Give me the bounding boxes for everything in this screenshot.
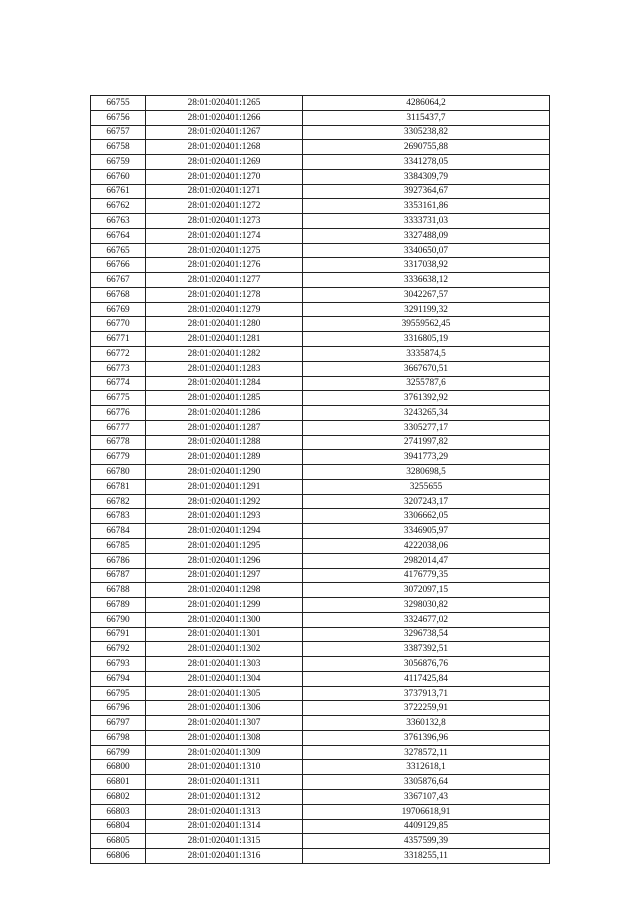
row-number-cell: 66786 — [91, 553, 146, 568]
row-number-cell: 66799 — [91, 745, 146, 760]
cadastral-number-cell: 28:01:020401:1285 — [146, 391, 303, 406]
row-number-cell: 66759 — [91, 155, 146, 170]
value-cell: 3346905,97 — [303, 524, 550, 539]
cadastral-number-cell: 28:01:020401:1288 — [146, 435, 303, 450]
table-row — [91, 701, 550, 716]
value-cell: 4286064,2 — [303, 96, 550, 111]
cadastral-number-cell: 28:01:020401:1310 — [146, 760, 303, 775]
table-row — [91, 553, 550, 568]
table-row — [91, 819, 550, 834]
table-row — [91, 804, 550, 819]
cadastral-number-cell: 28:01:020401:1302 — [146, 642, 303, 657]
table-row — [91, 273, 550, 288]
table-row — [91, 228, 550, 243]
row-number-cell: 66773 — [91, 361, 146, 376]
cadastral-number-cell: 28:01:020401:1279 — [146, 302, 303, 317]
value-cell: 3255655 — [303, 479, 550, 494]
cadastral-number-cell: 28:01:020401:1284 — [146, 376, 303, 391]
row-number-cell: 66791 — [91, 627, 146, 642]
value-cell: 3312618,1 — [303, 760, 550, 775]
table-row — [91, 332, 550, 347]
table-row — [91, 435, 550, 450]
row-number-cell: 66777 — [91, 420, 146, 435]
cadastral-number-cell: 28:01:020401:1312 — [146, 789, 303, 804]
value-cell: 3207243,17 — [303, 494, 550, 509]
cadastral-number-cell: 28:01:020401:1290 — [146, 465, 303, 480]
row-number-cell: 66780 — [91, 465, 146, 480]
value-cell: 3280698,5 — [303, 465, 550, 480]
value-cell: 3072097,15 — [303, 583, 550, 598]
table-row — [91, 612, 550, 627]
row-number-cell: 66769 — [91, 302, 146, 317]
table-row — [91, 184, 550, 199]
value-cell: 3056876,76 — [303, 657, 550, 672]
value-cell: 3761392,92 — [303, 391, 550, 406]
cadastral-number-cell: 28:01:020401:1305 — [146, 686, 303, 701]
table-row — [91, 627, 550, 642]
row-number-cell: 66782 — [91, 494, 146, 509]
value-cell: 2690755,88 — [303, 140, 550, 155]
table-row — [91, 745, 550, 760]
row-number-cell: 66787 — [91, 568, 146, 583]
cadastral-number-cell: 28:01:020401:1269 — [146, 155, 303, 170]
value-cell: 3255787,6 — [303, 376, 550, 391]
table-row — [91, 110, 550, 125]
row-number-cell: 66770 — [91, 317, 146, 332]
cadastral-number-cell: 28:01:020401:1303 — [146, 657, 303, 672]
table-row — [91, 199, 550, 214]
value-cell: 3927364,67 — [303, 184, 550, 199]
row-number-cell: 66793 — [91, 657, 146, 672]
value-cell: 3336638,12 — [303, 273, 550, 288]
value-cell: 3115437,7 — [303, 110, 550, 125]
row-number-cell: 66796 — [91, 701, 146, 716]
table-row — [91, 509, 550, 524]
cadastral-number-cell: 28:01:020401:1309 — [146, 745, 303, 760]
row-number-cell: 66762 — [91, 199, 146, 214]
table-row — [91, 302, 550, 317]
value-cell: 3316805,19 — [303, 332, 550, 347]
row-number-cell: 66766 — [91, 258, 146, 273]
table-row — [91, 760, 550, 775]
table-row — [91, 287, 550, 302]
value-cell: 3341278,05 — [303, 155, 550, 170]
table-body — [91, 96, 550, 864]
cadastral-number-cell: 28:01:020401:1275 — [146, 243, 303, 258]
table-row — [91, 849, 550, 864]
value-cell: 3737913,71 — [303, 686, 550, 701]
row-number-cell: 66774 — [91, 376, 146, 391]
cadastral-number-cell: 28:01:020401:1265 — [146, 96, 303, 111]
value-cell: 3278572,11 — [303, 745, 550, 760]
cadastral-number-cell: 28:01:020401:1271 — [146, 184, 303, 199]
value-cell: 3667670,51 — [303, 361, 550, 376]
table-row — [91, 243, 550, 258]
row-number-cell: 66785 — [91, 538, 146, 553]
value-cell: 3243265,34 — [303, 406, 550, 421]
value-cell: 3324677,02 — [303, 612, 550, 627]
cadastral-number-cell: 28:01:020401:1270 — [146, 169, 303, 184]
table-row — [91, 376, 550, 391]
value-cell: 3306662,05 — [303, 509, 550, 524]
cadastral-number-cell: 28:01:020401:1314 — [146, 819, 303, 834]
row-number-cell: 66760 — [91, 169, 146, 184]
table-row — [91, 391, 550, 406]
cadastral-number-cell: 28:01:020401:1298 — [146, 583, 303, 598]
cadastral-number-cell: 28:01:020401:1273 — [146, 214, 303, 229]
row-number-cell: 66795 — [91, 686, 146, 701]
table-row — [91, 169, 550, 184]
table-row — [91, 686, 550, 701]
row-number-cell: 66763 — [91, 214, 146, 229]
cadastral-number-cell: 28:01:020401:1300 — [146, 612, 303, 627]
table-row — [91, 834, 550, 849]
value-cell: 3384309,79 — [303, 169, 550, 184]
cadastral-number-cell: 28:01:020401:1301 — [146, 627, 303, 642]
cadastral-number-cell: 28:01:020401:1294 — [146, 524, 303, 539]
row-number-cell: 66757 — [91, 125, 146, 140]
table-row — [91, 450, 550, 465]
value-cell: 3042267,57 — [303, 287, 550, 302]
value-cell: 3291199,32 — [303, 302, 550, 317]
row-number-cell: 66756 — [91, 110, 146, 125]
table-row — [91, 583, 550, 598]
cadastral-number-cell: 28:01:020401:1274 — [146, 228, 303, 243]
cadastral-number-cell: 28:01:020401:1277 — [146, 273, 303, 288]
table-row — [91, 730, 550, 745]
value-cell: 3387392,51 — [303, 642, 550, 657]
value-cell: 4357599,39 — [303, 834, 550, 849]
cadastral-number-cell: 28:01:020401:1315 — [146, 834, 303, 849]
value-cell: 3353161,86 — [303, 199, 550, 214]
row-number-cell: 66765 — [91, 243, 146, 258]
value-cell: 3305876,64 — [303, 775, 550, 790]
value-cell: 2982014,47 — [303, 553, 550, 568]
value-cell: 3360132,8 — [303, 716, 550, 731]
table-row — [91, 214, 550, 229]
cadastral-number-cell: 28:01:020401:1293 — [146, 509, 303, 524]
cadastral-number-cell: 28:01:020401:1289 — [146, 450, 303, 465]
table-row — [91, 789, 550, 804]
cadastral-number-cell: 28:01:020401:1266 — [146, 110, 303, 125]
row-number-cell: 66797 — [91, 716, 146, 731]
cadastral-number-cell: 28:01:020401:1292 — [146, 494, 303, 509]
row-number-cell: 66776 — [91, 406, 146, 421]
row-number-cell: 66755 — [91, 96, 146, 111]
value-cell: 3941773,29 — [303, 450, 550, 465]
value-cell: 3327488,09 — [303, 228, 550, 243]
value-cell: 3305277,17 — [303, 420, 550, 435]
table-row — [91, 140, 550, 155]
row-number-cell: 66784 — [91, 524, 146, 539]
table-row — [91, 347, 550, 362]
row-number-cell: 66804 — [91, 819, 146, 834]
table-row — [91, 568, 550, 583]
table-row — [91, 317, 550, 332]
cadastral-number-cell: 28:01:020401:1313 — [146, 804, 303, 819]
cadastral-number-cell: 28:01:020401:1306 — [146, 701, 303, 716]
value-cell: 4222038,06 — [303, 538, 550, 553]
row-number-cell: 66790 — [91, 612, 146, 627]
value-cell: 3317038,92 — [303, 258, 550, 273]
row-number-cell: 66781 — [91, 479, 146, 494]
cadastral-number-cell: 28:01:020401:1280 — [146, 317, 303, 332]
row-number-cell: 66779 — [91, 450, 146, 465]
row-number-cell: 66803 — [91, 804, 146, 819]
table-row — [91, 494, 550, 509]
cadastral-number-cell: 28:01:020401:1299 — [146, 598, 303, 613]
table-row — [91, 420, 550, 435]
row-number-cell: 66794 — [91, 671, 146, 686]
cadastral-number-cell: 28:01:020401:1283 — [146, 361, 303, 376]
value-cell: 3318255,11 — [303, 849, 550, 864]
cadastral-number-cell: 28:01:020401:1281 — [146, 332, 303, 347]
row-number-cell: 66792 — [91, 642, 146, 657]
table-row — [91, 524, 550, 539]
value-cell: 3296738,54 — [303, 627, 550, 642]
table-row — [91, 671, 550, 686]
value-cell: 4409129,85 — [303, 819, 550, 834]
value-cell: 19706618,91 — [303, 804, 550, 819]
cadastral-number-cell: 28:01:020401:1272 — [146, 199, 303, 214]
row-number-cell: 66775 — [91, 391, 146, 406]
value-cell: 3298030,82 — [303, 598, 550, 613]
cadastral-number-cell: 28:01:020401:1276 — [146, 258, 303, 273]
table-row — [91, 479, 550, 494]
value-cell: 3761396,96 — [303, 730, 550, 745]
row-number-cell: 66768 — [91, 287, 146, 302]
table-row — [91, 716, 550, 731]
row-number-cell: 66798 — [91, 730, 146, 745]
cadastral-number-cell: 28:01:020401:1287 — [146, 420, 303, 435]
table-row — [91, 125, 550, 140]
cadastral-number-cell: 28:01:020401:1311 — [146, 775, 303, 790]
cadastral-number-cell: 28:01:020401:1316 — [146, 849, 303, 864]
row-number-cell: 66801 — [91, 775, 146, 790]
table-row — [91, 361, 550, 376]
cadastral-number-cell: 28:01:020401:1278 — [146, 287, 303, 302]
table-row — [91, 598, 550, 613]
value-cell: 3305238,82 — [303, 125, 550, 140]
row-number-cell: 66800 — [91, 760, 146, 775]
value-cell: 3722259,91 — [303, 701, 550, 716]
row-number-cell: 66778 — [91, 435, 146, 450]
cadastral-number-cell: 28:01:020401:1267 — [146, 125, 303, 140]
table-row — [91, 538, 550, 553]
row-number-cell: 66789 — [91, 598, 146, 613]
cadastral-number-cell: 28:01:020401:1297 — [146, 568, 303, 583]
table-row — [91, 258, 550, 273]
row-number-cell: 66764 — [91, 228, 146, 243]
cadastral-number-cell: 28:01:020401:1304 — [146, 671, 303, 686]
row-number-cell: 66771 — [91, 332, 146, 347]
cadastral-number-cell: 28:01:020401:1282 — [146, 347, 303, 362]
value-cell: 4176779,35 — [303, 568, 550, 583]
row-number-cell: 66767 — [91, 273, 146, 288]
table-row — [91, 465, 550, 480]
table-row — [91, 775, 550, 790]
value-cell: 3333731,03 — [303, 214, 550, 229]
table-row — [91, 155, 550, 170]
value-cell: 3367107,43 — [303, 789, 550, 804]
cadastral-number-cell: 28:01:020401:1286 — [146, 406, 303, 421]
value-cell: 4117425,84 — [303, 671, 550, 686]
cadastral-number-cell: 28:01:020401:1268 — [146, 140, 303, 155]
row-number-cell: 66758 — [91, 140, 146, 155]
table-row — [91, 96, 550, 111]
table-row — [91, 657, 550, 672]
row-number-cell: 66806 — [91, 849, 146, 864]
row-number-cell: 66761 — [91, 184, 146, 199]
row-number-cell: 66788 — [91, 583, 146, 598]
value-cell: 3340650,07 — [303, 243, 550, 258]
cadastral-number-cell: 28:01:020401:1291 — [146, 479, 303, 494]
cadastral-value-table — [90, 95, 550, 864]
row-number-cell: 66805 — [91, 834, 146, 849]
row-number-cell: 66783 — [91, 509, 146, 524]
cadastral-number-cell: 28:01:020401:1296 — [146, 553, 303, 568]
value-cell: 2741997,82 — [303, 435, 550, 450]
table-row — [91, 642, 550, 657]
cadastral-number-cell: 28:01:020401:1295 — [146, 538, 303, 553]
cadastral-number-cell: 28:01:020401:1308 — [146, 730, 303, 745]
row-number-cell: 66772 — [91, 347, 146, 362]
value-cell: 3335874,5 — [303, 347, 550, 362]
value-cell: 39559562,45 — [303, 317, 550, 332]
cadastral-number-cell: 28:01:020401:1307 — [146, 716, 303, 731]
row-number-cell: 66802 — [91, 789, 146, 804]
table-row — [91, 406, 550, 421]
